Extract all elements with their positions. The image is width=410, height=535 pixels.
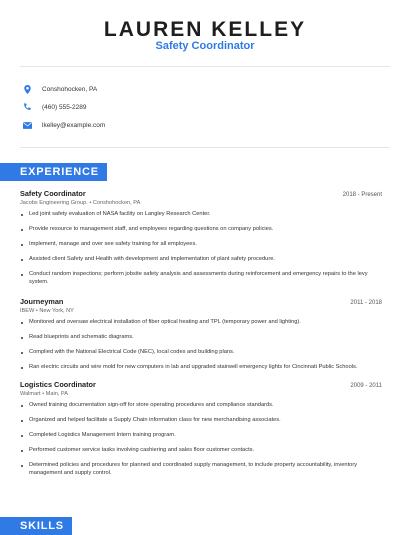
- job-entry: [20, 297, 382, 379]
- contact-location: [22, 83, 97, 95]
- bullet-item: Led joint safety evaluation of NASA facility on Langley Research Center.: [20, 211, 382, 219]
- bullet-item: Owned training documentation sign-off for store operating procedures and compliance standards.: [20, 402, 382, 410]
- bullet-item: Completed Logistics Management Intern training program.: [20, 432, 382, 440]
- bullet-item: Performed customer service tasks involving cashiering and sales floor customer contacts.: [20, 447, 382, 455]
- bullet-item: Read blueprints and schematic diagrams.: [20, 334, 382, 342]
- job-dates: 2011 - 2018: [350, 300, 382, 306]
- job-title: Safety Coordinator: [20, 189, 86, 198]
- job-title: Logistics Coordinator: [20, 380, 96, 389]
- job-company: Jacobs Engineering Group. • Conshohocken, PA: [20, 200, 141, 206]
- skills-heading: SKILLS: [0, 517, 72, 535]
- job-company: IBEW • New York, NY: [20, 308, 74, 314]
- contact-divider: [20, 147, 390, 148]
- bullet-item: Complied with the National Electrical Code (NEC), local codes and building plans.: [20, 349, 382, 357]
- location-text: Conshohocken, PA: [42, 85, 98, 93]
- job-bullets: [20, 211, 382, 286]
- bullet-item: Implement, manage and over see safety training for all employees.: [20, 241, 382, 249]
- contact-email: [22, 119, 105, 131]
- job-dates: 2009 - 2011: [350, 383, 382, 389]
- job-bullets: [20, 402, 382, 477]
- bullet-item: Organized and helped facilitate a Supply Chain information class for new merchandising associates.: [20, 417, 382, 425]
- candidate-title: Safety Coordinator: [155, 40, 255, 52]
- job-entry: [20, 380, 382, 485]
- bullet-item: Ran electric circuits and wire mold for new computers in lab and upgraded stairwell emergency lights for Cincinnati Public Schools.: [20, 364, 382, 372]
- email-icon: [22, 120, 32, 130]
- job-dates: 2018 - Present: [342, 192, 382, 198]
- bullet-item: Determined policies and procedures for planned and coordinated supply management, to include property accountability, inventory management and supply control.: [20, 462, 382, 477]
- phone-icon: [22, 102, 32, 112]
- contact-phone: [22, 101, 86, 113]
- job-bullets: [20, 319, 382, 372]
- bullet-item: Conduct random inspections; perform jobsite safety analysis and assessments during reinforcement and emergency repairs to the levy system.: [20, 271, 382, 286]
- job-title: Journeyman: [20, 297, 64, 306]
- bullet-item: Monitored and oversaw electrical installation of fiber optical heating and TPL (temporary power and lighting).: [20, 319, 382, 327]
- email-text[interactable]: lkelley@example.com: [42, 121, 106, 129]
- job-entry: [20, 189, 382, 294]
- header-divider: [20, 66, 390, 67]
- location-pin-icon: [22, 84, 32, 94]
- candidate-name: LAUREN KELLEY: [103, 18, 307, 41]
- bullet-item: Provide resource to management staff, and employees regarding questions on company policies.: [20, 226, 382, 234]
- experience-heading: EXPERIENCE: [0, 163, 107, 181]
- phone-text: (460) 555-2289: [42, 103, 87, 111]
- job-company: Walmart • Main, PA: [20, 391, 68, 397]
- bullet-item: Assisted client Safety and Health with development and implementation of plant safety procedure.: [20, 256, 382, 264]
